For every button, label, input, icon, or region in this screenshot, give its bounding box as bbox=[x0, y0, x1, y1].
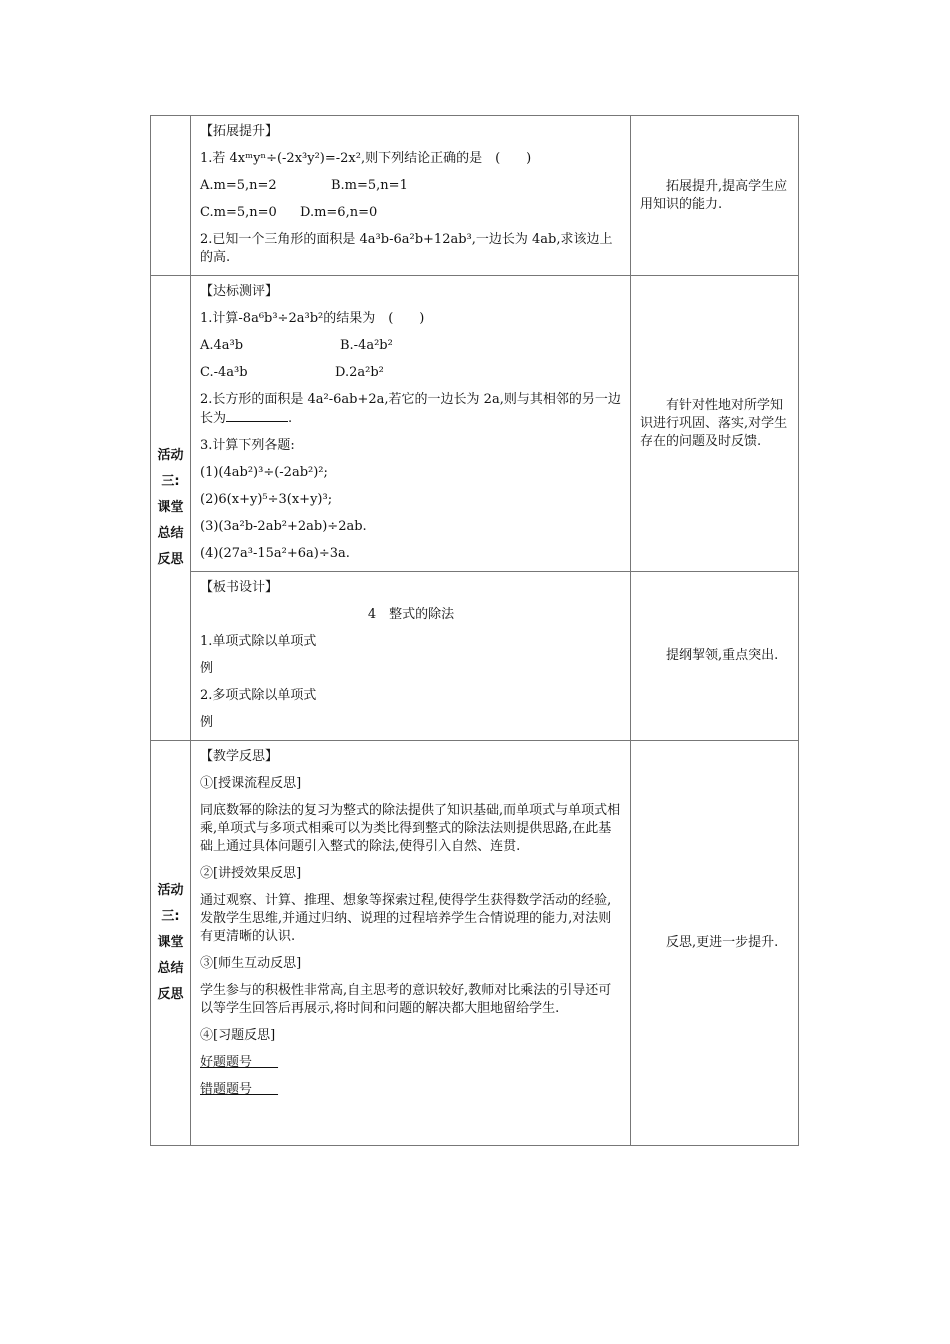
extend-q1-options-ab bbox=[200, 172, 622, 199]
activity-label-1-line: 活动 bbox=[157, 448, 184, 463]
extend-heading: 【拓展提升】 bbox=[200, 124, 279, 139]
test-q1-option-b: B.-4a²b² bbox=[340, 338, 393, 353]
test-q3-4: (4)(27a³-15a²+6a)÷3a. bbox=[200, 546, 350, 561]
extend-note: 拓展提升,提高学生应用知识的能力. bbox=[640, 178, 788, 212]
extend-q2: 2.已知一个三角形的面积是 4a³b-6a²b+12ab³,一边长为 4ab,求该边上的高. bbox=[200, 232, 613, 265]
activity-label-2-line: 三: bbox=[161, 909, 180, 924]
extend-label-cell bbox=[151, 116, 191, 276]
board-item-1-example: 例 bbox=[200, 661, 214, 676]
extend-q1-option-a: A.m=5,n=2 bbox=[200, 178, 277, 193]
reflect-note: 反思,更进一步提升. bbox=[666, 935, 779, 950]
test-q2: 2.长方形的面积是 4a²-6ab+2a,若它的一边长为 2a,则与其相邻的另一边长为 . bbox=[200, 392, 621, 426]
activity-label-2-line: 反思 bbox=[157, 987, 184, 1002]
test-q2-text: 2.长方形的面积是 4a²-6ab+2a,若它的一边长为 2a,则与其相邻的另一边长为 bbox=[200, 392, 621, 426]
board-item-1: 1.单项式除以单项式 bbox=[200, 634, 317, 649]
activity-label-1-line: 课堂 bbox=[157, 500, 184, 515]
reflect-2-title: ②[讲授效果反思] bbox=[200, 866, 302, 881]
test-q1-options-ab bbox=[200, 332, 622, 359]
test-q1-option-c: C.-4a³b bbox=[200, 365, 248, 380]
reflect-3-title: ③[师生互动反思] bbox=[200, 956, 302, 971]
test-q1: 1.计算-8a⁶b³÷2a³b²的结果为 ( ) bbox=[200, 311, 425, 326]
extend-row bbox=[151, 116, 799, 276]
good-questions bbox=[200, 1049, 622, 1076]
activity-label-1-line: 三: bbox=[161, 474, 180, 489]
activity-label-2-line: 课堂 bbox=[157, 935, 184, 950]
test-q1-option-a: A.4a³b bbox=[200, 338, 244, 353]
reflect-1-title: ①[授课流程反思] bbox=[200, 776, 302, 791]
test-q3-title: 3.计算下列各题: bbox=[200, 438, 295, 453]
test-q3-3: (3)(3a²b-2ab²+2ab)÷2ab. bbox=[200, 519, 367, 534]
good-questions-label: 好题题号 bbox=[200, 1055, 253, 1070]
test-note-cell bbox=[631, 276, 799, 572]
test-content bbox=[191, 276, 631, 572]
board-item-2: 2.多项式除以单项式 bbox=[200, 688, 317, 703]
board-note: 提纲挈领,重点突出. bbox=[666, 648, 779, 663]
wrong-questions bbox=[200, 1076, 622, 1103]
extend-q1-option-b: B.m=5,n=1 bbox=[331, 178, 408, 193]
reflect-heading: 【教学反思】 bbox=[200, 749, 279, 764]
board-item-2-example: 例 bbox=[200, 715, 214, 730]
activity-label-2-line: 活动 bbox=[157, 883, 184, 898]
reflect-1-body: 同底数幂的除法的复习为整式的除法提供了知识基础,而单项式与单项式相乘,单项式与多项式相乘可以为类比得到整式的除法法则提供思路,在此基础上通过具体问题引入整式的除法,使得引入自然、连贯. bbox=[200, 803, 621, 854]
extend-q1-option-d: D.m=6,n=0 bbox=[300, 205, 378, 220]
test-row bbox=[151, 276, 799, 572]
board-row bbox=[151, 572, 799, 741]
activity-label-1-line: 反思 bbox=[157, 552, 184, 567]
lesson-table bbox=[150, 115, 799, 1146]
activity-label-1-line: 总结 bbox=[157, 526, 184, 541]
test-note: 有针对性地对所学知识进行巩固、落实,对学生存在的问题及时反馈. bbox=[640, 397, 788, 449]
board-note-cell bbox=[631, 572, 799, 741]
extend-q1-options-cd bbox=[200, 199, 622, 226]
activity-label-2 bbox=[151, 741, 191, 1146]
board-heading: 【板书设计】 bbox=[200, 580, 279, 595]
extend-content bbox=[191, 116, 631, 276]
reflect-3-body: 学生参与的积极性非常高,自主思考的意识较好,教师对比乘法的引导还可以等学生回答后再展示,将时间和问题的解决都大胆地留给学生. bbox=[200, 983, 612, 1016]
extend-q1-option-c: C.m=5,n=0 bbox=[200, 205, 277, 220]
reflect-row bbox=[151, 741, 799, 1146]
board-title: 4 整式的除法 bbox=[367, 607, 455, 622]
reflect-4-title: ④[习题反思] bbox=[200, 1028, 276, 1043]
wrong-questions-label: 错题题号 bbox=[200, 1082, 253, 1097]
extend-note-cell bbox=[631, 116, 799, 276]
extend-q1: 1.若 4xᵐyⁿ÷(-2x³y²)=-2x²,则下列结论正确的是 ( ) bbox=[200, 151, 532, 166]
reflect-content bbox=[191, 741, 631, 1146]
reflect-note-cell bbox=[631, 741, 799, 1146]
test-q3-1: (1)(4ab²)³÷(-2ab²)²; bbox=[200, 465, 328, 480]
board-content bbox=[191, 572, 631, 741]
test-q1-option-d: D.2a²b² bbox=[335, 365, 384, 380]
activity-label-1 bbox=[151, 276, 191, 741]
test-q1-options-cd bbox=[200, 359, 622, 386]
activity-label-2-line: 总结 bbox=[157, 961, 184, 976]
answer-blank bbox=[226, 409, 288, 422]
reflect-2-body: 通过观察、计算、推理、想象等探索过程,使得学生获得数学活动的经验,发散学生思维,并通过归纳、说理的过程培养学生合情说理的能力,对法则有更清晰的认识. bbox=[200, 893, 612, 944]
test-q3-2: (2)6(x+y)⁵÷3(x+y)³; bbox=[200, 492, 333, 507]
test-heading: 【达标测评】 bbox=[200, 284, 279, 299]
